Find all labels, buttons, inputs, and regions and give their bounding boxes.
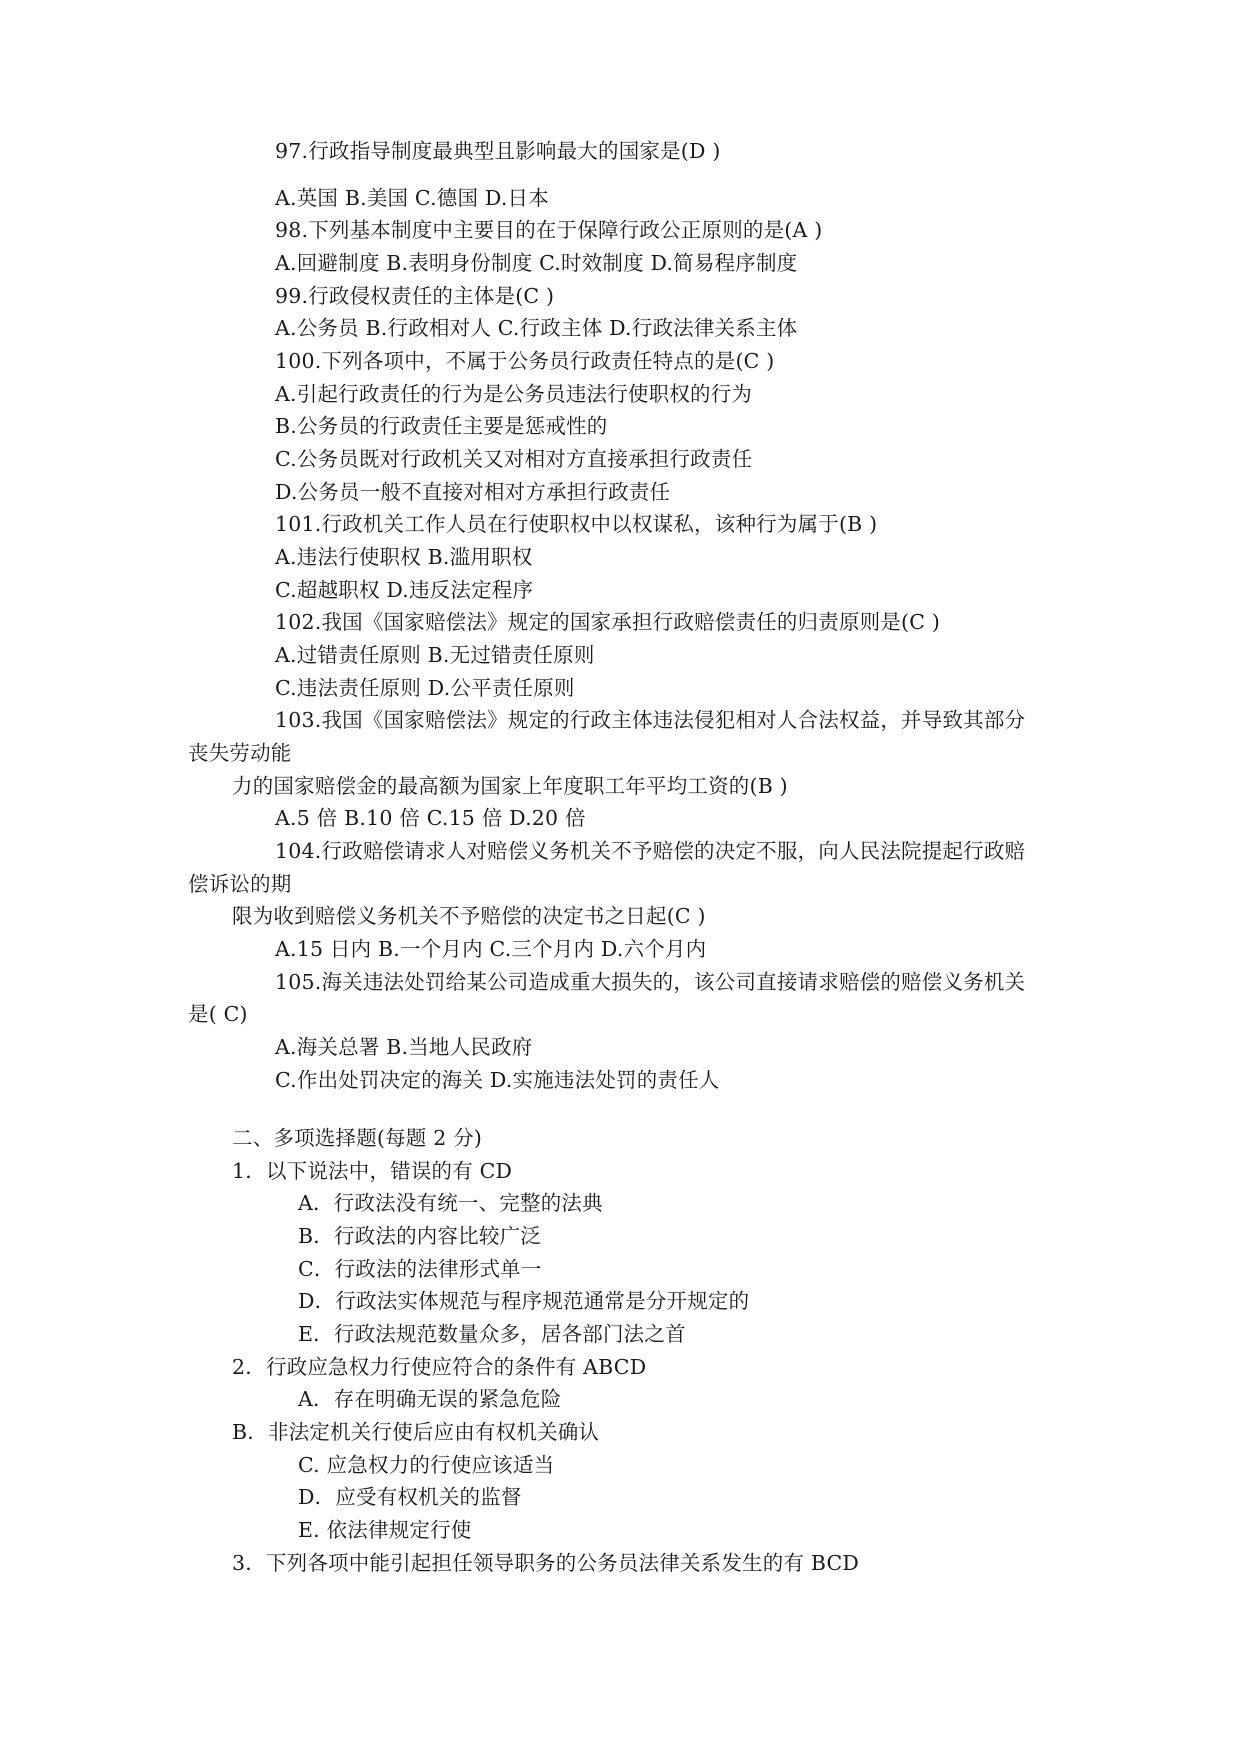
question-105-line2: 是( C) <box>188 1002 248 1026</box>
options-105-ab: A.海关总署 B.当地人民政府 <box>275 1035 533 1059</box>
question-100: 100.下列各项中，不属于公务员行政责任特点的是(C ) <box>275 349 775 373</box>
question-105-line1: 105.海关违法处罚给某公司造成重大损失的，该公司直接请求赔偿的赔偿义务机关 <box>275 970 1026 994</box>
question-102: 102.我国《国家赔偿法》规定的国家承担行政赔偿责任的归责原则是(C ) <box>275 610 941 634</box>
option-100-d: D.公务员一般不直接对相对方承担行政责任 <box>275 480 671 504</box>
options-98: A.回避制度 B.表明身份制度 C.时效制度 D.简易程序制度 <box>275 251 798 275</box>
options-101-cd: C.超越职权 D.违反法定程序 <box>275 578 534 602</box>
options-99: A.公务员 B.行政相对人 C.行政主体 D.行政法律关系主体 <box>275 316 798 340</box>
mc-option-2-c: C. 应急权力的行使应该适当 <box>298 1453 555 1477</box>
question-98: 98.下列基本制度中主要目的在于保障行政公正原则的是(A ) <box>275 218 823 242</box>
option-100-a: A.引起行政责任的行为是公务员违法行使职权的行为 <box>275 382 753 406</box>
question-103-line2: 丧失劳动能 <box>188 741 292 765</box>
question-104-line2: 偿诉讼的期 <box>188 872 292 896</box>
options-101-ab: A.违法行使职权 B.滥用职权 <box>275 545 533 569</box>
question-99: 99.行政侵权责任的主体是(C ) <box>275 284 555 308</box>
question-104-line1: 104.行政赔偿请求人对赔偿义务机关不予赔偿的决定不服，向人民法院提起行政赔 <box>275 839 1026 863</box>
mc-option-2-b: B．非法定机关行使后应由有权机关确认 <box>232 1420 600 1444</box>
mc-option-1-a: A．行政法没有统一、完整的法典 <box>298 1191 603 1215</box>
question-103-line3: 力的国家赔偿金的最高额为国家上年度职工年平均工资的(B ) <box>232 774 788 798</box>
question-103-line1: 103.我国《国家赔偿法》规定的行政主体违法侵犯相对人合法权益，并导致其部分 <box>275 708 1026 732</box>
option-100-c: C.公务员既对行政机关又对相对方直接承担行政责任 <box>275 447 753 471</box>
options-102-cd: C.违法责任原则 D.公平责任原则 <box>275 676 575 700</box>
mc-option-1-c: C．行政法的法律形式单一 <box>298 1257 542 1281</box>
mc-option-1-d: D．行政法实体规范与程序规范通常是分开规定的 <box>298 1289 750 1313</box>
mc-question-3: 3．下列各项中能引起担任领导职务的公务员法律关系发生的有 BCD <box>232 1551 860 1575</box>
mc-question-2: 2．行政应急权力行使应符合的条件有 ABCD <box>232 1355 647 1379</box>
question-104-line3: 限为收到赔偿义务机关不予赔偿的决定书之日起(C ) <box>232 904 706 928</box>
mc-option-1-b: B．行政法的内容比较广泛 <box>298 1224 541 1248</box>
option-100-b: B.公务员的行政责任主要是惩戒性的 <box>275 414 608 438</box>
question-101: 101.行政机关工作人员在行使职权中以权谋私，该种行为属于(B ) <box>275 512 878 536</box>
options-104: A.15 日内 B.一个月内 C.三个月内 D.六个月内 <box>275 937 707 961</box>
mc-question-1: 1．以下说法中，错误的有 CD <box>232 1159 513 1183</box>
mc-option-2-a: A．存在明确无误的紧急危险 <box>298 1387 562 1411</box>
options-102-ab: A.过错责任原则 B.无过错责任原则 <box>275 643 595 667</box>
options-103: A.5 倍 B.10 倍 C.15 倍 D.20 倍 <box>275 806 586 830</box>
section-heading-multiple-choice: 二、多项选择题(每题 2 分) <box>232 1126 483 1150</box>
options-97: A.英国 B.美国 C.德国 D.日本 <box>275 186 549 210</box>
mc-option-2-e: E. 依法律规定行使 <box>298 1518 472 1542</box>
mc-option-2-d: D．应受有权机关的监督 <box>298 1485 522 1509</box>
options-105-cd: C.作出处罚决定的海关 D.实施违法处罚的责任人 <box>275 1068 720 1092</box>
mc-option-1-e: E．行政法规范数量众多，居各部门法之首 <box>298 1322 686 1346</box>
question-97: 97.行政指导制度最典型且影响最大的国家是(D ) <box>275 139 721 163</box>
